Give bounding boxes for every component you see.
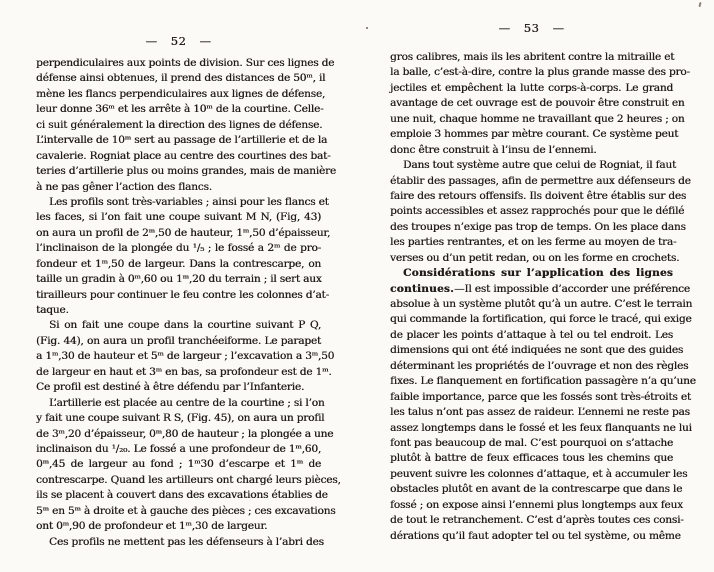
text-line: faible importance, parce que les fossés sont très-étroits et <box>390 390 691 403</box>
text-line: contrescarpe. Quand les artilleurs ont chargé leurs pièces, <box>36 473 341 486</box>
text-line: fixes. Le flanquement en fortification passagère n’a qu’une <box>390 375 696 388</box>
text-line: qui commande la fortification, qui force le tracé, qui exige <box>390 313 692 326</box>
text-line: l’inclinaison de la plongée du ¹/₅ ; le fossé a 2ᵐ de pro- <box>36 242 321 255</box>
text-line: Les profils sont très-variables ; ainsi pour les flancs et <box>49 195 329 208</box>
text-line: Dans tout système autre que celui de Rogniat, il faut <box>403 159 677 172</box>
text-line: ils se placent à couvert dans des excavations établies de <box>36 489 328 502</box>
text-line: verses ou d’un petit redan, ou on les forme en crochets. <box>390 251 680 264</box>
text-line: a 1ᵐ,30 de hauteur et 5ᵐ de largeur ; l’excavation a 3ᵐ,50 <box>36 350 335 363</box>
text-line: (Fig. 44), on aura un profil tranchéeiforme. Le parapet <box>36 334 321 347</box>
text-line: peuvent suivre les colonnes d’attaque, et à accumuler les <box>390 467 688 480</box>
text-line: points accessibles et assez rapprochés pour que le défilé <box>390 205 685 218</box>
text-line: défense ainsi obtenues, il prend des distances de 50ᵐ, il <box>36 72 326 85</box>
text-line: faire des retours offensifs. Ils doivent être établis sur des <box>390 189 687 202</box>
text-line: taille un gradin à 0ᵐ,60 ou 1ᵐ,20 du terrain ; il sert aux <box>36 273 322 286</box>
text-line: font pas beaucoup de mal. C’est pourquoi on s’attache <box>390 436 673 449</box>
text-line: Ce profil est destiné à être défendu par l’Infanterie. <box>36 381 305 394</box>
text-line: on aura un profil de 2ᵐ,50 de hauteur, 1ᵐ,50 d’épaisseur, <box>36 226 331 239</box>
text-line: de 3ᵐ,20 d’épaisseur, 0ᵐ,80 de hauteur ; la plongée a une <box>36 427 334 440</box>
text-line <box>390 282 690 297</box>
text-line: la balle, c’est-à-dire, contre la plus grande masse des pro- <box>390 66 690 79</box>
section-heading-line: Considérations sur l’application des lignes <box>403 267 673 280</box>
text-line: leur donne 36ᵐ et les arrête à 10ᵐ de la courtine. Celle- <box>36 103 324 116</box>
text-line: ci suit généralement la direction des lignes de défense. <box>36 118 323 131</box>
text-line: assez longtemps dans le fossé et les feux flanquants ne lui <box>390 421 692 434</box>
text-line: absolue à un système plutôt qu’à un autre. C’est le terrain <box>390 298 693 310</box>
text-line: plutôt à battre de feux efficaces tous les chemins que <box>390 452 673 465</box>
text-line: L’intervalle de 10ᵐ sert au passage de l’artillerie et de la <box>36 134 328 147</box>
text-line: jectiles et empêchent la lutte corps-à-corps. Le grand <box>390 81 673 94</box>
text-line: 0ᵐ,45 de largeur au fond ; 1ᵐ30 d’escarpe et 1ᵐ de <box>36 458 321 471</box>
text-line: une nuit, chaque homme ne travaillant que 2 heures ; on <box>390 112 685 125</box>
page-number-left: — 52 — <box>145 34 212 48</box>
text-line: taque. <box>36 304 69 316</box>
scan-artifact-tick <box>698 2 701 7</box>
text-line: cavalerie. Rogniat place au centre des courtines des bat- <box>36 149 331 162</box>
text-line: les parties rentrantes, et on les ferme au moyen de tra- <box>390 236 677 249</box>
page-right <box>390 21 696 544</box>
text-line: les faces, si l’on fait une coupe suivant M N, (Fig, 43) <box>36 211 321 224</box>
paragraph <box>36 318 335 395</box>
paragraph <box>390 158 691 266</box>
scan-artifact-dot <box>366 27 368 29</box>
text-segment: —Il est impossible d’accorder une préférence <box>453 282 690 295</box>
text-line: fossé ; on expose ainsi l’ennemi plus longtemps aux feux <box>390 498 683 511</box>
text-line: de tout le retranchement. C’est d’après toutes ces consi- <box>390 514 684 527</box>
text-line: L’artillerie est placée au centre de la courtine ; si l’on <box>49 396 325 409</box>
text-line: gros calibres, mais ils les abritent contre la mitraille et <box>390 51 675 63</box>
text-line: dérations qu’il faut adopter tel ou tel système, ou même <box>390 529 681 542</box>
text-line: fondeur et 1ᵐ,50 de largeur. Dans la contrescarpe, on <box>36 257 321 270</box>
text-line: dimensions qui ont été indiquées ne sont que des guides <box>390 344 684 357</box>
text-line: de placer les points d’attaque à tel ou tel endroit. Les <box>390 328 673 341</box>
paragraph <box>36 535 324 550</box>
paragraph-considerations <box>390 266 696 544</box>
text-line: de largeur en haut et 3ᵐ en bas, sa profondeur est de 1ᵐ. <box>36 365 332 378</box>
paragraph <box>36 56 336 195</box>
paragraph <box>390 50 690 158</box>
text-line: inclinaison du ¹/₂₀. Le fossé a une profondeur de 1ᵐ,60, <box>36 442 321 455</box>
text-line: Ces profils ne mettent pas les défenseurs à l’abri des <box>49 535 324 548</box>
text-line: obstacles plutôt en avant de la contrescarpe que dans le <box>390 483 683 496</box>
text-line: tirailleurs pour continuer le feu contre les colonnes d’at- <box>36 288 329 301</box>
page-left <box>36 34 341 550</box>
text-line: des troupes n’exige pas trop de temps. On les place dans <box>390 220 686 233</box>
text-line: donc être construit à l’insu de l’ennemi. <box>390 143 597 156</box>
text-line: 5ᵐ en 5ᵐ à droite et à gauche des pièces ; ces excavations <box>36 504 336 517</box>
text-line: perpendiculaires aux points de division. Sur ces lignes de <box>36 57 335 69</box>
text-line: ont 0ᵐ,90 de profondeur et 1ᵐ,30 de largeur. <box>36 520 268 533</box>
text-line: teries d’artillerie plus ou moins grandes, mais de manière <box>36 165 336 178</box>
text-line: déterminant les propriétés de l’ouvrage et non des règles <box>390 359 689 372</box>
text-line: avantage de cet ouvrage est de pouvoir être construit en <box>390 97 685 110</box>
text-line: y fait une coupe suivant R S, (Fig. 45), on aura un profil <box>36 412 325 425</box>
text-line: Si on fait une coupe dans la courtine suivant P Q, <box>49 319 321 332</box>
section-heading-continuation: continues. <box>390 282 454 295</box>
text-line: mène les flancs perpendiculaires aux lignes de défense, <box>36 87 326 100</box>
paragraph <box>36 396 341 535</box>
page-number-right: — 53 — <box>498 21 565 35</box>
paragraph <box>36 195 331 319</box>
text-line: les talus n’ont pas assez de raideur. L’ennemi ne reste pas <box>390 406 690 419</box>
text-line: emploie 3 hommes par mètre courant. Ce système peut <box>390 128 679 141</box>
text-line: à ne pas gêner l’action des flancs. <box>36 180 212 193</box>
text-line: établir des passages, afin de permettre aux défenseurs de <box>390 174 691 187</box>
